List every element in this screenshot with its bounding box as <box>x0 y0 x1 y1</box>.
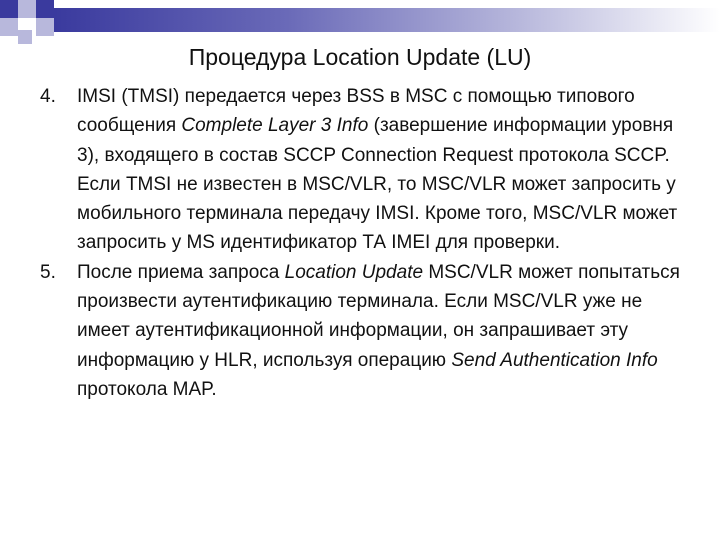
text-run-italic: Send Authentication Info <box>451 349 658 371</box>
decor-square <box>36 0 54 18</box>
item-text <box>77 86 677 253</box>
slide-title: Процедура Location Update (LU) <box>188 44 532 70</box>
header-gradient-bar <box>54 8 720 32</box>
text-run: (завершение информации уровня 3), входящего в состав SCCP Connection Request протокола SCCP. Если TMSI не известен в MSC/VLR, то MSC/VLR может запросить у мобильного терминала передачу IMSI. Кроме того, MSC/VLR может запросить у MS идентификатор ТА IMEI для проверки. <box>77 115 678 254</box>
text-run: После приема запроса <box>77 261 285 283</box>
item-text <box>77 262 680 400</box>
decor-square <box>18 0 36 18</box>
list-item <box>40 82 690 258</box>
item-number: 5. <box>40 261 56 283</box>
text-run-italic: Location Update <box>284 261 424 283</box>
item-number: 4. <box>40 86 56 107</box>
text-run: MSC/VLR может попытаться произвести аутентификацию терминала. Если MSC/VLR уже не имеет аутентификационной информации, он запрашивает эту информацию у HLR, используя операцию <box>77 261 680 371</box>
text-run: протокола MAP. <box>77 378 217 400</box>
header-decoration <box>0 0 720 50</box>
decor-square <box>18 30 32 44</box>
list-item <box>40 258 690 404</box>
text-run: IMSI (TMSI) передается через BSS в MSC с помощью типового сообщения <box>77 86 635 137</box>
text-run-italic: Complete Layer 3 Info <box>181 115 369 137</box>
decor-square <box>36 18 54 36</box>
numbered-list <box>40 82 690 404</box>
decor-square <box>0 0 18 18</box>
decor-square <box>0 18 18 36</box>
